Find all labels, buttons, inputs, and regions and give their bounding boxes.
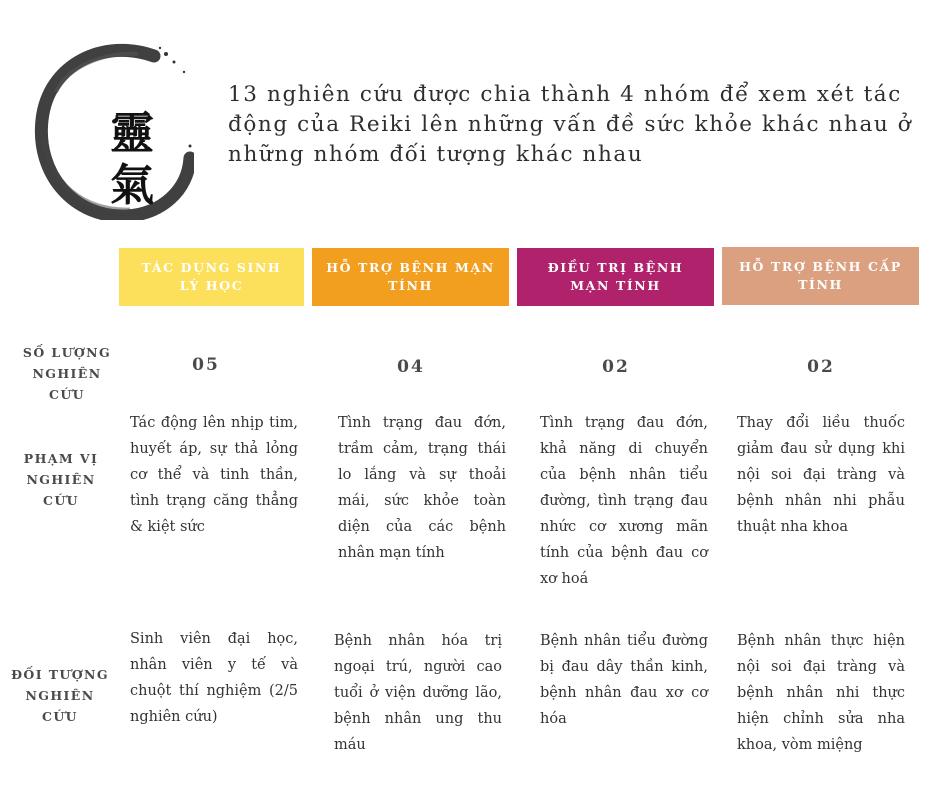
scope-cell: Tác động lên nhịp tim, huyết áp, sự thả lỏng cơ thể và tinh thần, tình trạng căng thẳng & kiệt sức: [130, 415, 298, 535]
row-label-scope: PHẠM VỊ NGHIÊN CỨU: [23, 451, 99, 508]
study-count: 04: [397, 357, 425, 377]
subjects-cell: Bệnh nhân thực hiện nội soi đại tràng và bệnh nhân nhi thực hiện chỉnh sửa nha khoa, vòm miệng: [737, 633, 905, 753]
category-label: HỖ TRỢ BỆNH CẤP TÍNH: [739, 259, 902, 292]
category-acute-support: [722, 247, 919, 305]
category-label: HỖ TRỢ BỆNH MẠN TÍNH: [326, 260, 495, 293]
subjects-cell: Bệnh nhân tiểu đường bị đau dây thần kinh, bệnh nhân đau xơ cơ hóa: [540, 633, 708, 727]
scope-cell: Thay đổi liều thuốc giảm đau sử dụng khi nội soi đại tràng và bệnh nhân nhi phẫu thuật nha khoa: [737, 415, 905, 535]
study-count: 02: [602, 357, 630, 377]
reiki-logo: [34, 42, 194, 220]
study-count: 02: [807, 357, 835, 377]
study-count: 05: [192, 355, 220, 375]
category-label: TÁC DỤNG SINH LÝ HỌC: [141, 260, 282, 293]
scope-cell: Tình trạng đau đớn, khả năng di chuyển của bệnh nhân tiểu đường, tình trạng đau nhức cơ xương mãn tính của bệnh đau cơ xơ hoá: [540, 415, 708, 587]
reiki-kanji: 靈 氣: [110, 108, 154, 211]
row-label-count: SỐ LƯỢNG NGHIÊN CỨU: [22, 345, 112, 402]
category-label: ĐIỀU TRỊ BỆNH MẠN TÍNH: [547, 260, 684, 293]
subjects-cell: Bệnh nhân hóa trị ngoại trú, người cao tuổi ở viện dưỡng lão, bệnh nhân ung thu máu: [334, 633, 502, 753]
category-chronic-treatment: [517, 248, 714, 306]
scope-cell: Tình trạng đau đớn, trầm cảm, trạng thái lo lắng và sự thoải mái, sức khỏe toàn diện của các bệnh nhân mạn tính: [338, 415, 506, 561]
subjects-cell: Sinh viên đại học, nhân viên y tế và chuột thí nghiệm (2/5 nghiên cứu): [130, 631, 298, 725]
row-label-subjects: ĐỐI TƯỢNG NGHIÊN CỨU: [11, 667, 109, 724]
page-title: 13 nghiên cứu được chia thành 4 nhóm để xem xét tác động của Reiki lên những vấn đề sức khỏe khác nhau ở những nhóm đối tượng khác nhau: [228, 82, 913, 167]
category-physiological: [119, 248, 304, 306]
category-chronic-support: [312, 248, 509, 306]
